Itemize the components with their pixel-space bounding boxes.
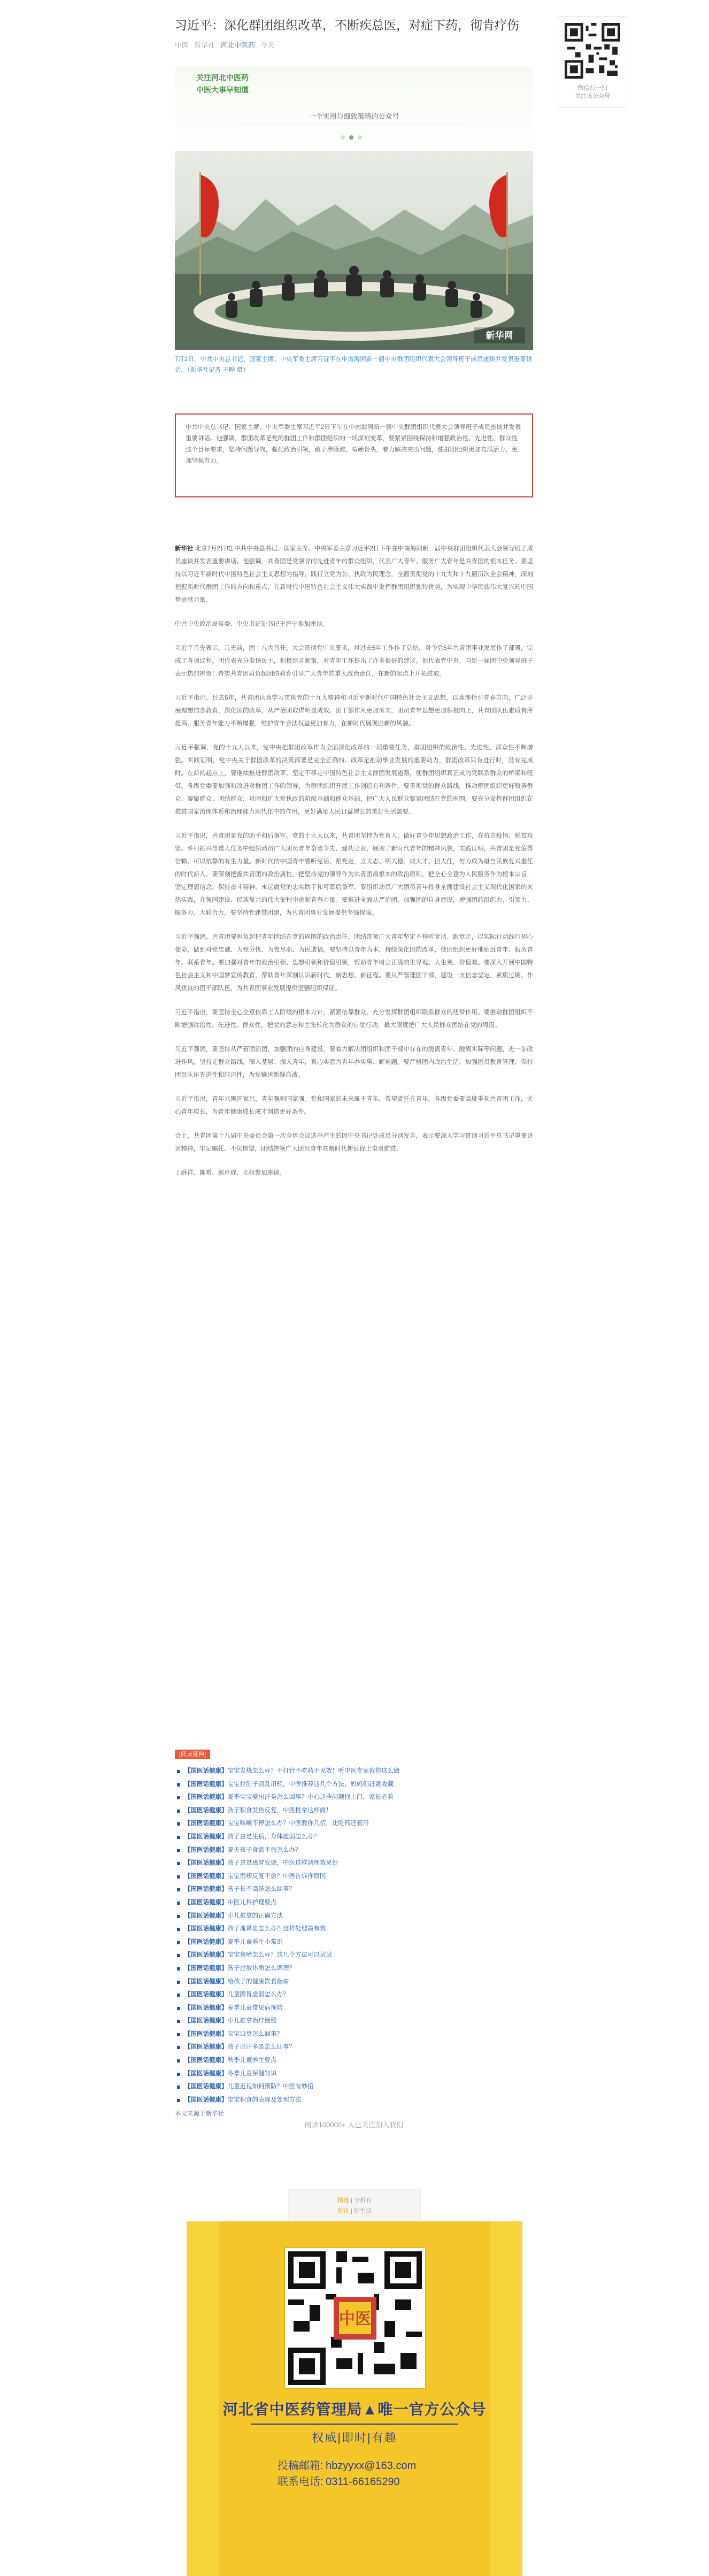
paragraph-lead xyxy=(175,542,533,607)
photo-watermark: 新华网 xyxy=(485,331,513,341)
related-title: 秋季儿童养生要点 xyxy=(227,2057,277,2064)
related-title: 夏季儿童养生小常识 xyxy=(227,1938,283,1945)
official-account-poster xyxy=(187,2221,522,2576)
paragraph: 习近平强调，要坚持从严管团治团，加强团的自身建设。要着力解决团组织和团干部中存在的脱离青年、脱离实际等问题，进一步改进作风，坚持走群众路线，深入基层、深入青年，真心实意为青年办实事、解难题。要严格团内政治生活，加强团员教育管理，保持团员队伍先进性和纯洁性，为党输送新鲜血液。 xyxy=(175,1046,533,1078)
related-prefix: 【国医话健康】 xyxy=(184,2030,228,2037)
paragraph: 习近平强调，共青团要担负起把青年团结在党的周围的政治责任，团结带领广大青年坚定不移听党话、跟党走，以实际行动践行初心使命，做到对党忠诚、为党分忧、为党尽职、为民造福。要坚持以青年为本，持续深化团的改革，使团组织更好地贴近青年、服务青年、联系青年。要加强对青年的政治引领、思想引领和价值引领，帮助青年树立正确的世界观、人生观、价值观。要深入开展中国特色社会主义和中国梦宣传教育，帮助青年深刻认识新时代、新思想、新征程。要从严管理团干部，建设一支信念坚定、素质过硬、作风优良的团干部队伍，为共青团事业发展提供坚强组织保证。 xyxy=(175,934,533,992)
related-links xyxy=(175,1748,533,2120)
mini-banner-hl-1: 精选 xyxy=(337,2197,349,2204)
meeting-photo-illustration xyxy=(175,151,533,350)
news-photo xyxy=(175,151,533,350)
related-tag: [阅读延伸] xyxy=(175,1750,210,1759)
related-prefix: 【国医话健康】 xyxy=(184,2044,228,2051)
related-prefix: 【国医话健康】 xyxy=(184,2018,228,2025)
related-link[interactable] xyxy=(175,1817,533,1830)
mini-banner xyxy=(288,2189,421,2221)
related-prefix: 【国医话健康】 xyxy=(184,1965,228,1972)
related-title: 孩子长不高是怎么回事？ xyxy=(227,1886,295,1893)
mini-banner-text-2: | 好生活 xyxy=(351,2208,372,2214)
paragraph: 习近平指出，青年兴则国家兴，青年强则国家强。党和国家的未来属于青年，希望寄托在青年。各级党委要高度重视共青团工作，关心青年成长，为青年健康成长成才创造更好条件。 xyxy=(175,1096,533,1115)
mini-banner-line-2 xyxy=(289,2206,420,2217)
account-link[interactable]: 河北中医药 xyxy=(220,41,256,49)
related-title: 宝宝湿疹反复不愈？中医告诉你原因 xyxy=(227,1873,326,1880)
phone-value[interactable]: 0311-66165290 xyxy=(326,2476,400,2488)
email-value[interactable]: hbzyyxx@163.com xyxy=(326,2460,417,2472)
mini-banner-text-1: | 分析有 xyxy=(351,2197,372,2204)
qr-logo-text: 中医 xyxy=(339,2310,371,2328)
carousel-dots xyxy=(341,135,362,140)
related-title: 夏天孩子食欲不振怎么办？ xyxy=(227,1846,302,1853)
related-link[interactable] xyxy=(175,1844,533,1857)
related-link[interactable] xyxy=(175,1949,533,1962)
poster-contact xyxy=(278,2458,416,2490)
paragraph: 习近平指出，共青团是党的助手和后备军。党的十九大以来，共青团坚持为党育人，做好青少年思想政治工作，在抗击疫情、脱贫攻坚、乡村振兴等重大任务中组织动员广大团员青年奋勇争先、建功立业，展现了新时代青年的精神风貌。实践证明，共青团是党值得信赖、可以依靠的有生力量。新时代的中国青年要听党话、跟党走，立大志、明大德、成大才、担大任，努力成为堪当民族复兴重任的时代新人。要深刻把握共青团的政治属性，把坚持党的领导作为共青团最根本的政治原则，把全心全意为人民服务作为根本宗旨，坚定理想信念，保持奋斗精神，永远做党的忠实助手和可靠后备军。要组织动员广大团员青年投身全面建设社会主义现代化国家的火热实践，在强国建设、民族复兴的伟大征程中贡献青春力量。要推进全面从严治团，加强团的自身建设，增强团的组织力、引领力、服务力、大联合力。要坚持党建带团建，为共青团事业发展提供坚强保障。 xyxy=(175,833,533,916)
article-header xyxy=(175,16,533,50)
paragraph: 丁薛祥、陈希、郭声琨、尤权参加座谈。 xyxy=(175,1170,286,1176)
related-link[interactable] xyxy=(175,2054,533,2067)
mini-banner-line-1 xyxy=(289,2195,420,2206)
related-list xyxy=(175,1765,533,2106)
related-prefix: 【国医话健康】 xyxy=(184,2057,228,2064)
related-link[interactable] xyxy=(175,1778,533,1791)
related-link[interactable] xyxy=(175,1804,533,1818)
article-body xyxy=(175,542,533,1191)
related-title: 宝宝发烧怎么办？不打针不吃药不见效！听中医专家教你这么做 xyxy=(227,1768,400,1774)
related-title: 孩子流鼻血怎么办？这样处理最有效 xyxy=(227,1926,326,1933)
paragraph: 会上，共青团第十八届中央委员会第一次全体会议选举产生的团中央书记处成员分别发言，表示要深入学习贯彻习近平总书记重要讲话精神，牢记嘱托、不负期望，团结带领广大团员青年在新时代新征程上奋勇前进。 xyxy=(175,1133,533,1152)
related-link[interactable] xyxy=(175,1765,533,1778)
related-link[interactable] xyxy=(175,1896,533,1910)
related-title: 儿童近视如何预防？中医有妙招 xyxy=(227,2083,314,2090)
related-title: 孩子总是感冒发烧，中医这样调理效果好 xyxy=(227,1860,338,1867)
related-prefix: 【国医话健康】 xyxy=(184,1952,228,1959)
related-prefix: 【国医话健康】 xyxy=(184,1938,228,1945)
summary-box: 中共中央总书记、国家主席、中央军委主席习近平2日下午在中南海同新一届中央群团组织代表大会领导班子成员座谈并发表重要讲话。他强调，群团改革是党的群团工作和群团组织的一场深刻变革，要紧紧围绕保持和增强政治性、先进性、群众性这个目标要求，坚持问题导向，强化政治引领，敢于涉险滩、啃硬骨头，着力解决突出问题，使群团组织更加充满活力、更加坚强有力。 xyxy=(175,413,533,497)
related-title: 孩子过敏体质怎么调理？ xyxy=(227,1965,295,1972)
related-prefix: 【国医话健康】 xyxy=(184,1899,228,1906)
related-link[interactable] xyxy=(175,1910,533,1923)
related-prefix: 【国医话健康】 xyxy=(184,1978,228,1985)
paragraph: 习近平指出，过去5年，共青团认真学习贯彻党的十九大精神和习近平新时代中国特色社会主义思想，以真理指引青春方向，广泛开展理想信念教育，深化团的改革，从严治团取得明显成效。团干部作风更加务实，团员青年思想更加积极向上，共青团队伍素质有所提高，服务青年能力不断增强，维护青年合法权益更加有力，在新时代展现出新的风貌。 xyxy=(175,695,533,727)
related-prefix: 【国医话健康】 xyxy=(184,1873,228,1880)
related-prefix: 【国医话健康】 xyxy=(184,1781,228,1788)
related-prefix: 【国医话健康】 xyxy=(184,1794,228,1801)
related-link[interactable] xyxy=(175,1857,533,1870)
related-link[interactable] xyxy=(175,2080,533,2094)
dateline: 新华社 xyxy=(175,546,194,552)
follow-banner xyxy=(175,67,533,152)
related-link[interactable] xyxy=(175,2028,533,2041)
related-link[interactable] xyxy=(175,2094,533,2107)
email-label: 投稿邮箱: xyxy=(278,2460,323,2472)
related-title: 孩子出汗多是怎么回事？ xyxy=(227,2044,295,2051)
meta-account: 新华社 xyxy=(194,41,215,49)
follow-qr-panel xyxy=(558,16,627,108)
related-link[interactable] xyxy=(175,1830,533,1844)
related-title: 宝宝口臭怎么回事？ xyxy=(227,2030,283,2037)
qr-caption-2: 关注该公众号 xyxy=(575,93,610,99)
qr-caption-1: 微信扫一扫 xyxy=(577,85,607,91)
related-link[interactable] xyxy=(175,1870,533,1883)
related-link[interactable] xyxy=(175,1922,533,1936)
related-title: 小儿推拿的正确方法 xyxy=(227,1912,283,1919)
poster-qr-code[interactable] xyxy=(285,2248,425,2388)
related-prefix: 【国医话健康】 xyxy=(184,1820,228,1827)
related-link[interactable] xyxy=(175,1791,533,1804)
read-count[interactable]: 阅读100000+ 人已关注加入我们 xyxy=(304,2121,404,2129)
related-prefix: 【国医话健康】 xyxy=(184,1926,228,1933)
related-prefix: 【国医话健康】 xyxy=(184,2070,228,2077)
carousel-dot[interactable] xyxy=(358,135,362,140)
poster-title: 河北省中医药管理局▲唯一官方公众号 xyxy=(222,2401,487,2418)
related-title: 宝宝夜啼怎么办？这几个方法可以试试 xyxy=(227,1952,332,1959)
paragraph: 习近平首先表示，几天前，团十八大召开。大会贯彻党中央要求，对过去5年工作作了总结，对今后5年共青团事业发展作了部署，完成了各项议程。团代表充分发扬民主，积极建言献策，对青年工作提出了许多很好的建议。他代表党中央，向新一届团中央领导班子表示热烈祝贺！希望共青团肩负起团结教育引导广大青年的重大政治责任，在新的起点上开拓进取。 xyxy=(175,645,533,677)
related-link[interactable] xyxy=(175,2041,533,2054)
poster-underline xyxy=(251,2424,458,2425)
related-title: 宝宝积食的表现及处理方法 xyxy=(227,2096,302,2103)
follow-line-1: 关注河北中医药 xyxy=(196,73,249,82)
paragraph: 中共中央政治局常委、中央书记处书记王沪宁参加座谈。 xyxy=(175,621,329,627)
related-title: 宝宝咳嗽不停怎么办？中医教你几招，比吃药还管用 xyxy=(227,1820,369,1827)
related-link[interactable] xyxy=(175,1988,533,2002)
related-prefix: 【国医话健康】 xyxy=(184,1860,228,1867)
related-link[interactable] xyxy=(175,1936,533,1949)
meta-date: 中医 xyxy=(175,41,189,49)
related-prefix: 【国医话健康】 xyxy=(184,1807,228,1814)
related-title: 小儿推拿治疗便秘 xyxy=(227,2018,277,2025)
related-prefix: 【国医话健康】 xyxy=(184,2096,228,2103)
related-title: 孩子积食发热反复，中医推拿这样做！ xyxy=(227,1807,332,1814)
related-prefix: 【国医话健康】 xyxy=(184,1886,228,1893)
related-link[interactable] xyxy=(175,1962,533,1975)
related-prefix: 【国医话健康】 xyxy=(184,1846,228,1853)
related-prefix: 【国医话健康】 xyxy=(184,1912,228,1919)
related-prefix: 【国医话健康】 xyxy=(184,1768,228,1774)
related-title: 儿童脾胃虚弱怎么办？ xyxy=(227,1991,289,1998)
source-note: 本文来源于新华社 xyxy=(175,2111,224,2118)
qr-code-icon xyxy=(288,2251,422,2385)
related-prefix: 【国医话健康】 xyxy=(184,1833,228,1840)
related-prefix: 【国医话健康】 xyxy=(184,1991,228,1998)
poster-tagline: 权威|即时|有趣 xyxy=(312,2431,397,2444)
article-title: 习近平：深化群团组织改革，不断疾总医，对症下药，彻肯疗伤 xyxy=(175,18,519,32)
qr-code-icon xyxy=(565,23,620,79)
related-link[interactable] xyxy=(175,1975,533,1989)
follow-line-2: 中医大事早知道 xyxy=(196,86,249,94)
related-title: 夏季宝宝爱出汗是怎么回事？小心这些问题找上门，家长必看 xyxy=(227,1794,394,1801)
related-title: 孩子总是生病，身体虚弱怎么办？ xyxy=(227,1833,320,1840)
related-prefix: 【国医话健康】 xyxy=(184,2083,228,2090)
related-link[interactable] xyxy=(175,1883,533,1896)
related-title: 冬季儿童保健知识 xyxy=(227,2070,277,2077)
contact-phone-row xyxy=(278,2474,416,2490)
related-prefix: 【国医话健康】 xyxy=(184,2004,228,2011)
related-link[interactable] xyxy=(175,2067,533,2081)
paragraph: 习近平指出，要坚持全心全意依靠工人阶级的根本方针，紧紧依靠群众，充分发挥群团组织联系群众的纽带作用。要推动群团组织不断增强政治性、先进性、群众性，把党的意志和主张转化为群众的自觉行动，最大限度把广大人民群众团结在党的周围。 xyxy=(175,1009,533,1029)
related-link[interactable] xyxy=(175,2002,533,2015)
photo-caption: 7月2日，中共中央总书记、国家主席、中央军委主席习近平在中南海同新一届中央群团组织代表大会领导班子成员座谈并发表重要讲话。（新华社记者 王晔 摄） xyxy=(175,356,533,373)
related-title: 宝宝拉肚子别乱用药，中医推荐这几个方法，妈妈们赶紧收藏 xyxy=(227,1781,394,1788)
related-link[interactable] xyxy=(175,2014,533,2028)
article-meta xyxy=(175,40,533,50)
paragraph-text: 北京7月2日电 中共中央总书记、国家主席、中央军委主席习近平2日下午在中南海同新一届中央群团组织代表大会领导班子成员座谈并发表重要讲话。他强调，共青团是党领导的先进青年的群众组织，代表广大青年、服务广大青年是共青团的根本任务。要坚持以习近平新时代中国特色社会主义思想为指导，践行立党为公、执政为民理念，全面贯彻党的十九大和十九届历次全会精神，深刻把握新时代群团工作的方向和重点，在新时代中国特色社会主义伟大实践中发挥群团组织独特优势，为实现中华民族伟大复兴的中国梦贡献力量。 xyxy=(175,546,533,603)
phone-label: 联系电话: xyxy=(278,2476,323,2488)
carousel-dot[interactable] xyxy=(341,135,345,140)
carousel-dot-active[interactable] xyxy=(349,135,353,140)
meta-extra: 今天 xyxy=(260,41,275,49)
related-title: 给孩子的健康饮食指南 xyxy=(227,1978,289,1985)
follow-slogan: 一个实用与细致策略的公众号 xyxy=(309,112,399,120)
related-title: 中医儿科护理要点 xyxy=(227,1899,277,1906)
mini-banner-hl-2: 资讯 xyxy=(337,2208,349,2214)
contact-email-row xyxy=(278,2458,416,2474)
paragraph: 习近平强调，党的十九大以来，党中央把群团改革作为全面深化改革的一项重要任务，群团组织的政治性、先进性、群众性不断增强。实践证明，党中央关于群团改革的决策部署是完全正确的。改革是推动事业发展的重要动力，群团改革只有进行时，没有完成时。在新的起点上，要继续推进群团改革，坚定不移走中国特色社会主义群团发展道路，使群团组织真正成为党联系群众的桥梁和纽带。各级党委要加强和改进对群团工作的领导，为群团组织开展工作创造有利条件。要贯彻党的群众路线，推动群团组织更好服务群众、凝聚群众、团结群众，巩固和扩大党执政的阶级基础和群众基础，把广大人民群众紧紧团结在党的周围。要充分发挥群团组织在推进国家治理体系和治理能力现代化中的作用，更好满足人民日益增长的美好生活需要。 xyxy=(175,745,533,815)
related-title: 春季儿童常见病预防 xyxy=(227,2004,283,2011)
